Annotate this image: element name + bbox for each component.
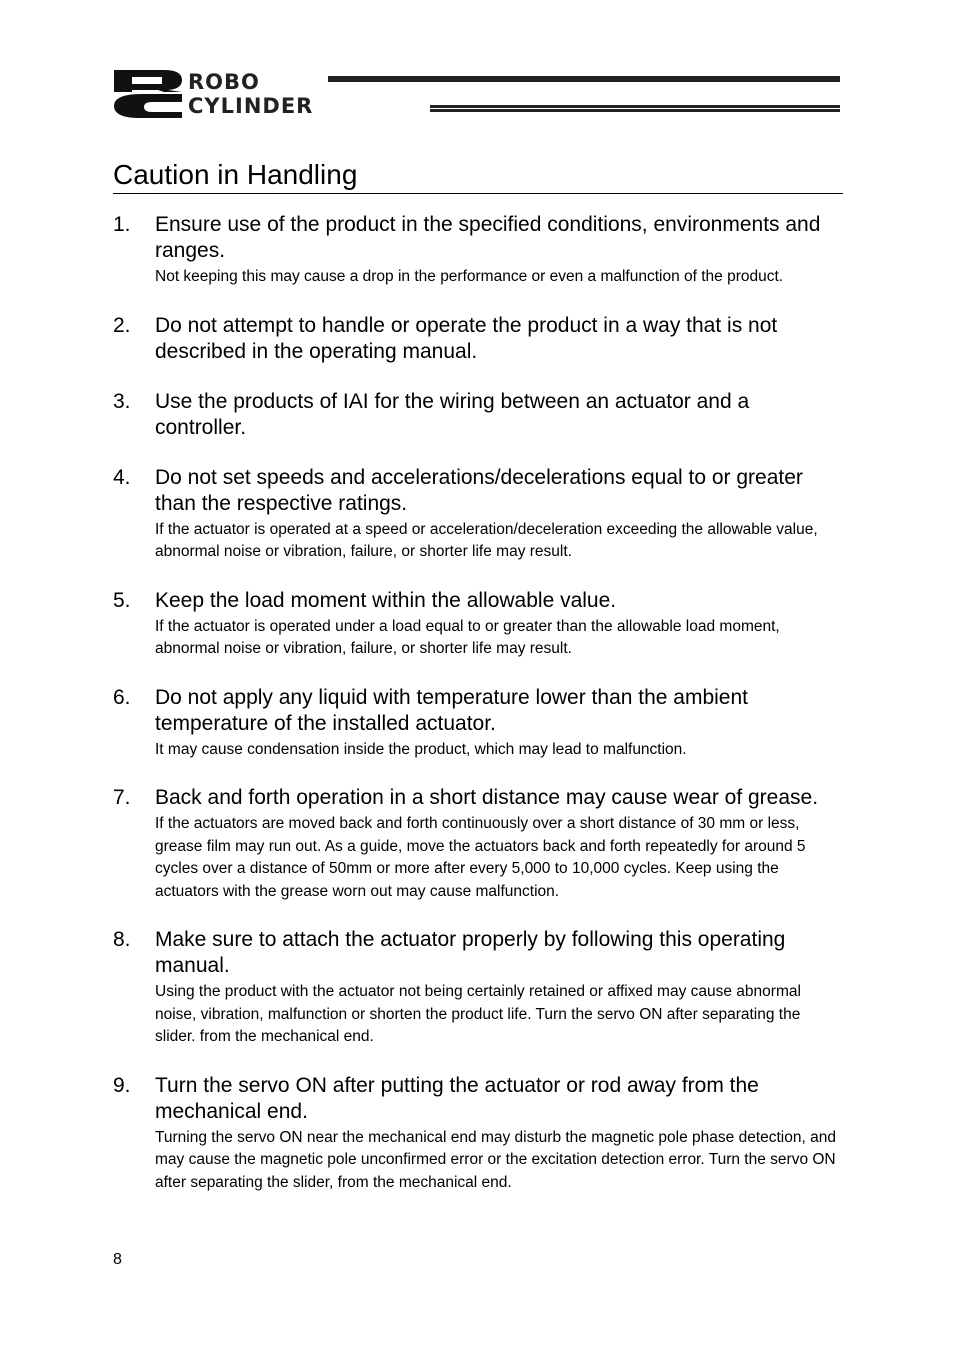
- caution-item-number: 6.: [113, 685, 131, 709]
- logo-text-cylinder: CYLINDER: [188, 94, 314, 118]
- caution-item: [113, 389, 843, 441]
- caution-item-number: 9.: [113, 1073, 131, 1097]
- caution-item-heading: Do not set speeds and accelerations/decelerations equal to or greater than the respective ratings.: [155, 465, 803, 515]
- caution-item-heading: Do not apply any liquid with temperature lower than the ambient temperature of the installed actuator.: [155, 685, 749, 735]
- caution-item-note: Using the product with the actuator not being certainly retained or affixed may cause abnormal noise, vibration, malfunction or shorten the product life. Turn the servo ON after separating the slider. from the mechanical end.: [155, 983, 801, 1045]
- caution-item-heading: Do not attempt to handle or operate the product in a way that is not described in the operating manual.: [155, 313, 778, 363]
- caution-item-heading: Back and forth operation in a short distance may cause wear of grease.: [155, 786, 819, 809]
- caution-item-body: [155, 465, 843, 564]
- caution-item-heading: Keep the load moment within the allowable value.: [155, 588, 617, 612]
- page-header: [112, 68, 842, 120]
- header-rule-bottom: [430, 105, 840, 108]
- caution-item: [113, 685, 843, 762]
- caution-item-note: If the actuator is operated under a load equal to or greater than the allowable load moment, abnormal noise or vibration, failure, or shorter life may result.: [155, 617, 780, 657]
- header-rule-top: [328, 76, 840, 79]
- caution-item-note: Not keeping this may cause a drop in the performance or even a malfunction of the product.: [155, 268, 784, 285]
- caution-item-number: 7.: [113, 786, 131, 809]
- caution-item-note: If the actuator is operated at a speed or acceleration/deceleration exceeding the allowable value, abnormal noise or vibration, failure, or shorter life may result.: [155, 520, 818, 560]
- caution-item-body: [155, 927, 843, 1049]
- caution-item-note: If the actuators are moved back and forth continuously over a short distance of 30 mm or less, grease film may run out. As a guide, move the actuators back and forth repeatedly for around 5 cycles over a distance of 50mm or more after every 5,000 to 10,000 cycles. Keep using the actuators with the grease worn out may cause malfunction.: [155, 815, 806, 900]
- caution-item-number: 2.: [113, 313, 131, 337]
- caution-item-number: 8.: [113, 928, 131, 951]
- caution-item-body: [155, 212, 843, 289]
- caution-item-heading: Use the products of IAI for the wiring between an actuator and a controller.: [155, 389, 750, 439]
- caution-item-number: 1.: [113, 213, 131, 236]
- caution-item-note: It may cause condensation inside the product, which may lead to malfunction.: [155, 740, 687, 758]
- caution-item: [113, 465, 843, 564]
- caution-item: [113, 313, 843, 365]
- caution-item-body: [155, 389, 843, 441]
- caution-item-body: [155, 313, 843, 365]
- caution-item-body: [155, 1073, 843, 1195]
- caution-item-heading: Make sure to attach the actuator properly by following this operating manual.: [155, 928, 786, 977]
- caution-item: [113, 1073, 843, 1195]
- caution-item-body: [155, 588, 843, 661]
- caution-item: [113, 588, 843, 661]
- caution-item-number: 5.: [113, 588, 131, 612]
- caution-item: [113, 212, 843, 289]
- logo-text-robo: ROBO: [188, 70, 260, 94]
- caution-item-body: [155, 685, 843, 762]
- caution-item-heading: Turn the servo ON after putting the actuator or rod away from the mechanical end.: [155, 1073, 759, 1123]
- caution-item-note: Turning the servo ON near the mechanical end may disturb the magnetic pole phase detection, and may cause the magnetic pole unconfirmed error or the excitation detection error. Turn the servo ON after separating the slider, from the mechanical end.: [155, 1128, 836, 1191]
- caution-item: [113, 927, 843, 1049]
- caution-item-number: 4.: [113, 465, 131, 489]
- caution-item-number: 3.: [113, 389, 131, 413]
- page-number: 8: [113, 1251, 122, 1268]
- caution-item-body: [155, 785, 843, 903]
- caution-item: [113, 785, 843, 903]
- caution-list: [113, 212, 843, 1218]
- page-title: Caution in Handling: [113, 158, 843, 194]
- caution-item-heading: Ensure use of the product in the specified conditions, environments and ranges.: [155, 213, 821, 262]
